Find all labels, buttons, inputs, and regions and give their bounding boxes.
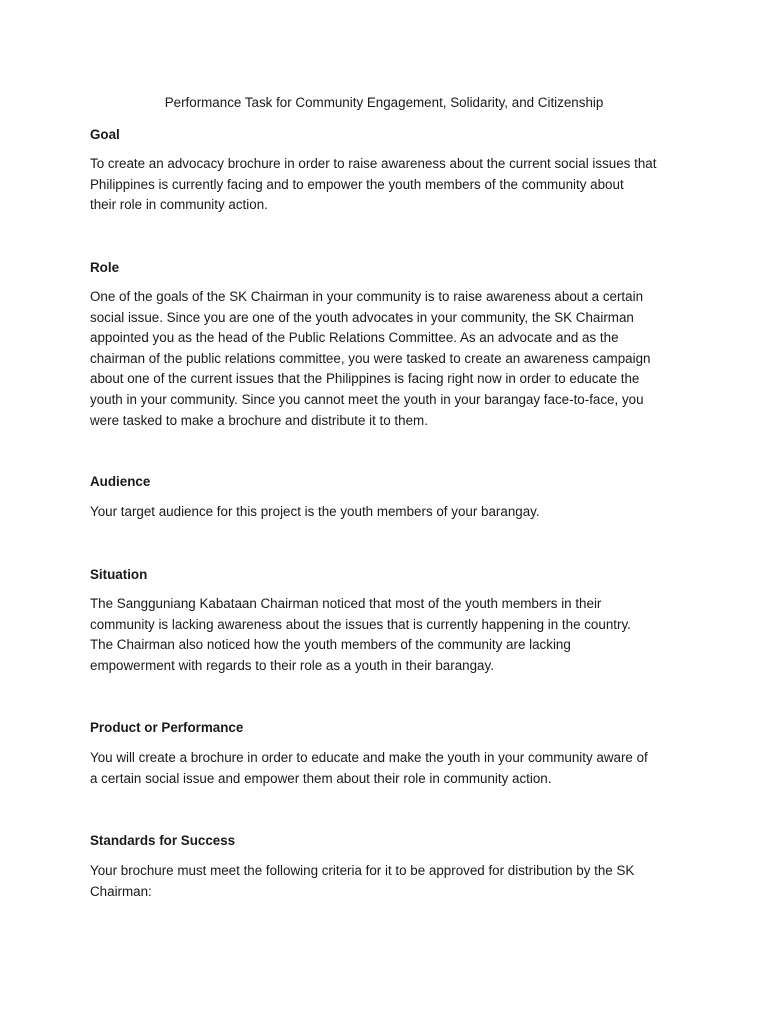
goal-paragraph xyxy=(90,154,690,216)
paragraph-line: The Sangguniang Kabataan Chairman noticed that most of the youth members in their xyxy=(90,596,602,611)
audience-paragraph xyxy=(90,502,690,523)
paragraph-line: chairman of the public relations committee, you were tasked to create an awareness campaign xyxy=(90,350,651,366)
paragraph-line: Your target audience for this project is the youth members of your barangay. xyxy=(90,504,540,519)
situation-heading: Situation xyxy=(90,567,148,582)
paragraph-line: To create an advocacy brochure in order to raise awareness about the current social issues that xyxy=(90,156,657,171)
product-heading: Product or Performance xyxy=(90,720,244,735)
paragraph-line: You will create a brochure in order to educate and make the youth in your community aware of xyxy=(90,750,648,765)
paragraph-line: appointed you as the head of the Public Relations Committee. As an advocate and as the xyxy=(90,330,619,346)
paragraph-line: One of the goals of the SK Chairman in your community is to raise awareness about a certain xyxy=(90,289,644,304)
paragraph-line: their role in community action. xyxy=(90,197,268,213)
audience-heading: Audience xyxy=(90,474,151,489)
paragraph-line: Your brochure must meet the following criteria for it to be approved for distribution by the SK xyxy=(90,863,635,878)
role-paragraph xyxy=(90,287,690,431)
standards-paragraph xyxy=(90,861,690,902)
paragraph-line: Chairman: xyxy=(90,883,152,899)
paragraph-line: community is lacking awareness about the issues that is currently happening in the country. xyxy=(90,616,631,632)
situation-paragraph xyxy=(90,594,690,676)
role-heading: Role xyxy=(90,260,120,275)
goal-heading: Goal xyxy=(90,127,120,142)
paragraph-line: were tasked to make a brochure and distribute it to them. xyxy=(90,412,428,428)
paragraph-line: Philippines is currently facing and to empower the youth members of the community about xyxy=(90,176,624,192)
paragraph-line: about one of the current issues that the Philippines is facing right now in order to educate the xyxy=(90,371,640,387)
paragraph-line: youth in your community. Since you cannot meet the youth in your barangay face-to-face, you xyxy=(90,391,644,407)
paragraph-line: The Chairman also noticed how the youth members of the community are lacking xyxy=(90,637,571,653)
standards-heading: Standards for Success xyxy=(90,833,236,848)
paragraph-line: empowerment with regards to their role as a youth in their barangay. xyxy=(90,657,494,673)
document-title: Performance Task for Community Engagement, Solidarity, and Citizenship xyxy=(164,95,604,110)
paragraph-line: a certain social issue and empower them about their role in community action. xyxy=(90,770,552,786)
paragraph-line: social issue. Since you are one of the youth advocates in your community, the SK Chairman xyxy=(90,309,634,325)
product-paragraph xyxy=(90,748,690,789)
